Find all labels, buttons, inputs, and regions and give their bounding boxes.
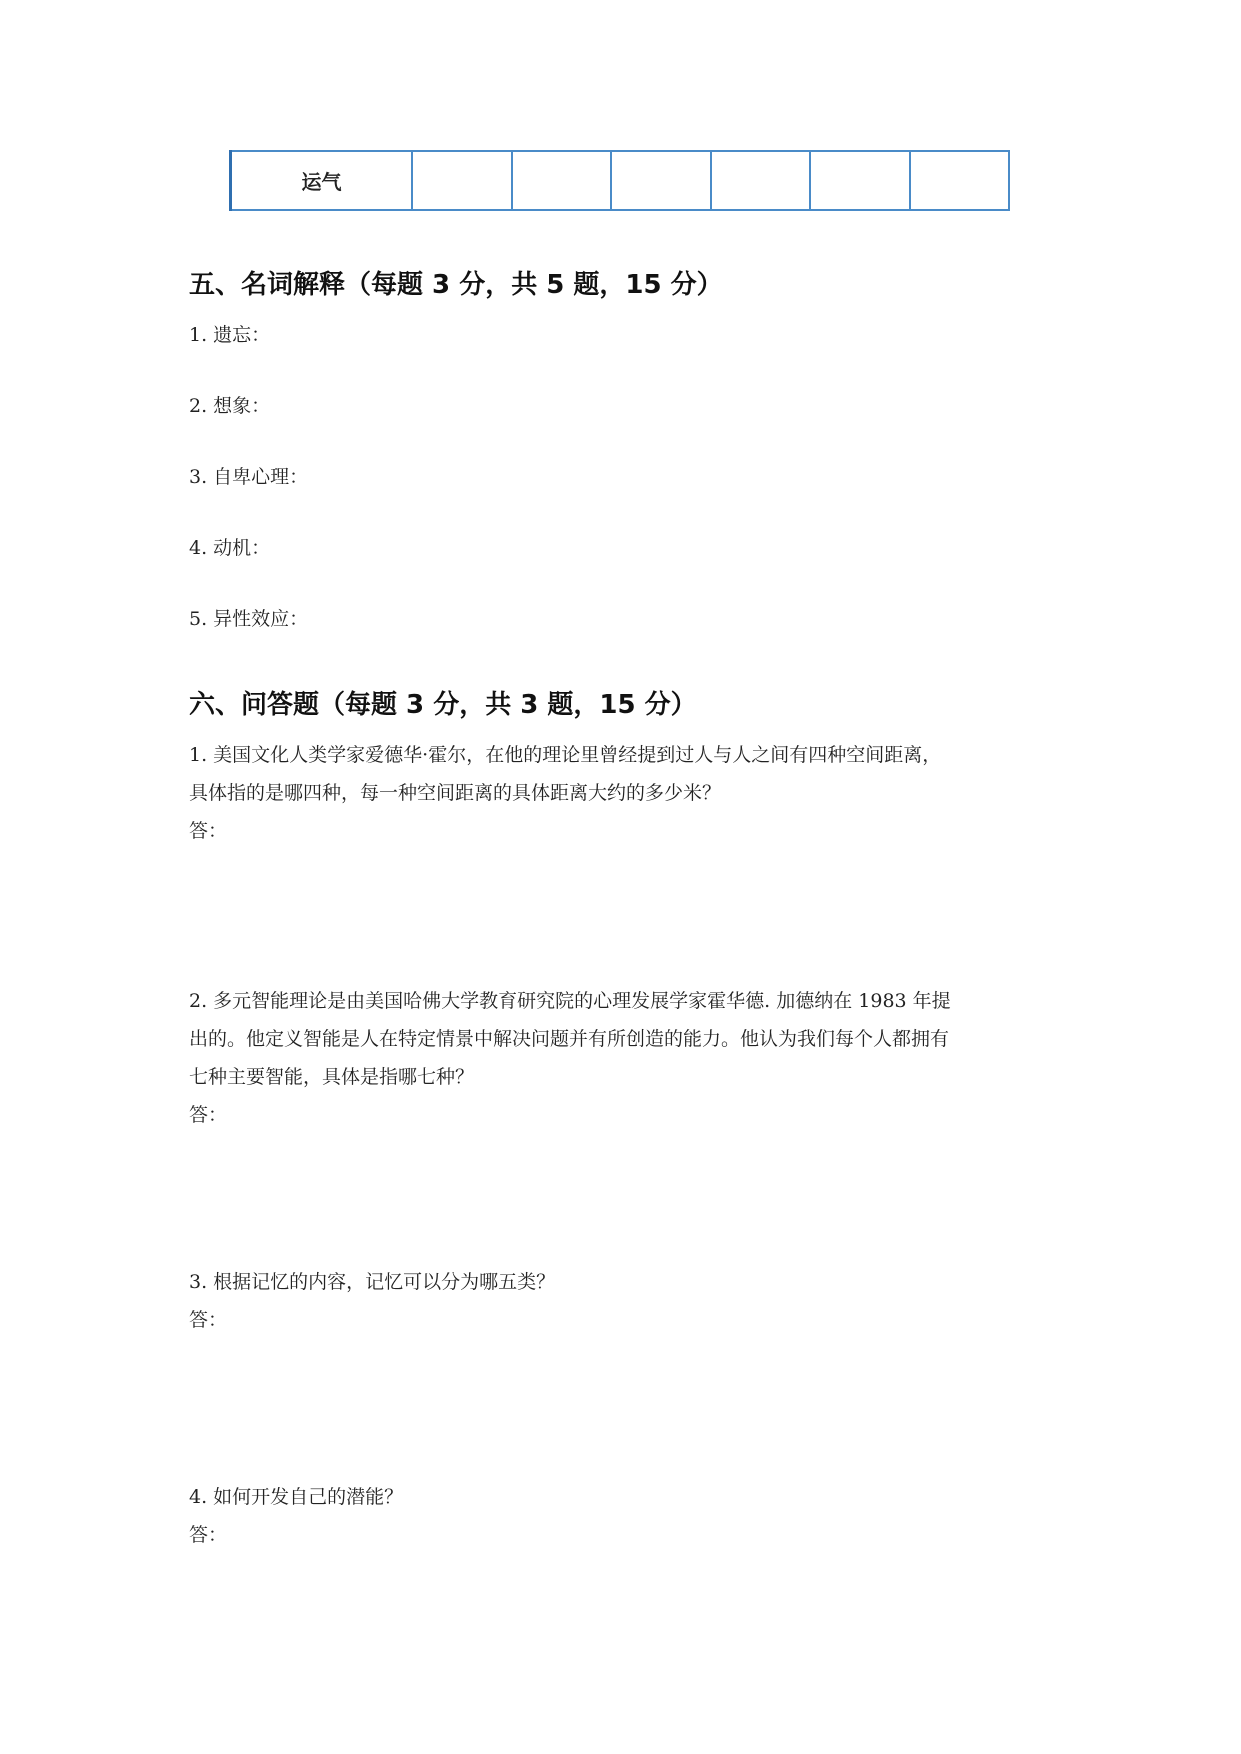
- term-item: 2. 想象：: [189, 395, 271, 417]
- answer-label: 答：: [189, 820, 228, 842]
- section-five-title: 五、名词解释（每题 3 分，共 5 题，15 分）: [189, 270, 723, 300]
- section-six-title: 六、问答题（每题 3 分，共 3 题，15 分）: [189, 690, 697, 720]
- question-line: 出的。他定义智能是人在特定情景中解决问题并有所创造的能力。他认为我们每个人都拥有: [189, 1028, 950, 1050]
- score-table: [229, 150, 1010, 211]
- question-line: 具体指的是哪四种，每一种空间距离的具体距离大约的多少米？: [189, 782, 722, 804]
- question-line: 七种主要智能，具体是指哪七种？: [189, 1066, 475, 1088]
- answer-label: 答：: [189, 1309, 228, 1331]
- question-1: [189, 736, 1059, 850]
- term-item: 4. 动机：: [189, 537, 271, 559]
- question-line: 1. 美国文化人类学家爱德华·霍尔，在他的理论里曾经提到过人与人之间有四种空间距离，: [189, 744, 942, 766]
- question-line: 3. 根据记忆的内容，记忆可以分为哪五类？: [189, 1271, 556, 1293]
- term-item: 3. 自卑心理：: [189, 466, 309, 488]
- question-4: [189, 1478, 1059, 1554]
- table-cell: [512, 151, 612, 210]
- question-line: 4. 如何开发自己的潜能？: [189, 1486, 404, 1508]
- table-cell: [711, 151, 811, 210]
- question-line: 2. 多元智能理论是由美国哈佛大学教育研究院的心理发展学家霍华德. 加德纳在 1983 年提: [189, 990, 951, 1012]
- table-row-label: 运气: [231, 151, 413, 210]
- table-row: [231, 151, 1010, 210]
- answer-label: 答：: [189, 1524, 228, 1546]
- answer-label: 答：: [189, 1104, 228, 1126]
- table-cell: [810, 151, 910, 210]
- question-3: [189, 1263, 1059, 1339]
- term-item: 5. 异性效应：: [189, 608, 309, 630]
- table-cell: [910, 151, 1010, 210]
- question-2: [189, 982, 1059, 1134]
- term-item: 1. 遗忘：: [189, 324, 271, 346]
- table-cell: [611, 151, 711, 210]
- table-cell: [412, 151, 512, 210]
